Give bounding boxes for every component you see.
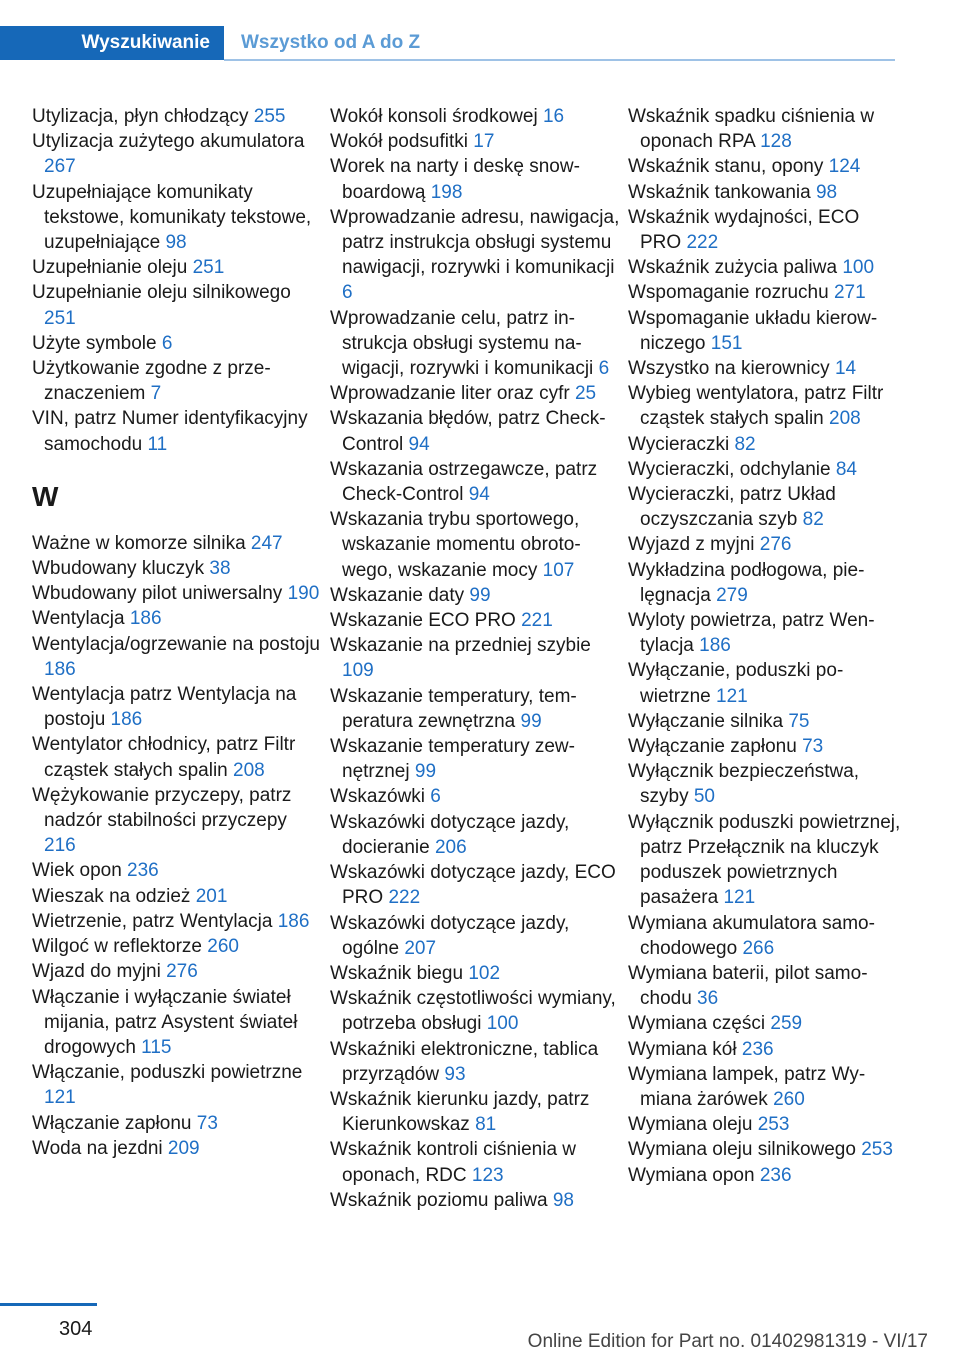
index-entry-text: Użytkowanie zgodne z przeznaczeniem <box>32 358 271 405</box>
index-entry <box>628 205 903 255</box>
index-entry <box>32 331 322 356</box>
index-entry-text: Woda na jezdni <box>32 1137 168 1159</box>
index-entry-text: Wskaźnik tankowania <box>628 181 816 203</box>
index-entry <box>330 961 620 986</box>
page-link[interactable]: 236 <box>741 1038 774 1060</box>
page-link[interactable]: 98 <box>552 1189 574 1211</box>
index-entry <box>330 205 620 306</box>
index-entry-text: Wymiana opon <box>628 1164 760 1186</box>
page-link[interactable]: 109 <box>342 660 374 682</box>
index-entry <box>330 583 620 608</box>
page-number: 304 <box>59 1318 93 1340</box>
index-entry-text: Wszystko na kierownicy <box>628 358 835 380</box>
index-entry <box>32 531 322 556</box>
page-link[interactable]: 6 <box>342 282 353 304</box>
index-entry-text: Wskazanie temperatury, temperatura zewnętrzna <box>330 685 577 732</box>
index-entry-text: Wprowadzanie celu, patrz instrukcja obsługi systemu nawigacji, rozrywki i komunikacji <box>330 307 599 380</box>
index-entry-text: Wymiana kół <box>628 1038 742 1060</box>
index-entry <box>330 129 620 154</box>
index-entry <box>628 255 903 280</box>
index-entry <box>628 1163 903 1188</box>
index-entry-text: Wjazd do myjni <box>32 961 167 983</box>
index-entry-text: Wskazówki <box>330 786 431 808</box>
tab-a-to-z[interactable]: Wszystko od A do Z <box>241 32 421 53</box>
page-link[interactable]: 259 <box>770 1013 803 1035</box>
index-entry <box>628 961 903 1011</box>
page-link[interactable]: 276 <box>166 961 198 983</box>
index-entry <box>32 581 322 606</box>
index-entry-text: Wokół podsufitki <box>330 131 474 153</box>
page-link[interactable]: 121 <box>716 685 748 707</box>
page-link[interactable]: 100 <box>842 257 875 279</box>
index-entry-text: Wentylacja/ogrzewanie na postoju <box>32 633 320 655</box>
index-entry-text: Wentylacja <box>32 608 130 630</box>
page-link[interactable]: 16 <box>542 106 565 127</box>
index-entry <box>330 684 620 734</box>
index-entry-text: Wspomaganie rozruchu <box>628 282 834 304</box>
page-link[interactable]: 236 <box>759 1164 792 1186</box>
index-entry-text: Worek na narty i deskę snowboardową <box>330 156 580 203</box>
page-link[interactable]: 82 <box>802 509 824 531</box>
page-link[interactable]: 222 <box>686 232 719 254</box>
index-entry <box>330 633 620 683</box>
page-link[interactable]: 121 <box>723 887 756 909</box>
index-entry-text: Wycieraczki <box>628 433 735 455</box>
index-entry-text: Wskaźnik biegu <box>330 962 469 984</box>
index-entry-text: Wskaźnik kierunku jazdy, patrz Kierunkowskaz <box>330 1088 590 1136</box>
page-link[interactable]: 99 <box>414 761 437 783</box>
page-link[interactable]: 208 <box>233 759 265 781</box>
index-entry <box>32 1060 322 1110</box>
index-entry <box>32 934 322 959</box>
index-entry-text: Wbudowany pilot uniwersalny <box>32 583 288 605</box>
index-entry <box>32 255 322 280</box>
index-entry-text: Wprowadzanie liter oraz cyfr <box>330 383 575 405</box>
index-entry <box>330 734 620 784</box>
page-link[interactable]: 207 <box>404 937 437 959</box>
index-entry <box>330 1037 620 1087</box>
index-entry <box>32 884 322 909</box>
index-entry-text: Włączanie i wyłączanie świateł mijania, patrz Asystent świateł drogowych <box>32 986 298 1058</box>
page-link[interactable]: 14 <box>834 358 857 380</box>
index-entry <box>628 457 903 482</box>
index-entry <box>628 154 903 179</box>
page-link[interactable]: 121 <box>44 1087 76 1109</box>
page-link[interactable]: 201 <box>195 885 228 907</box>
index-entry <box>32 556 322 581</box>
page-link[interactable]: 186 <box>129 608 162 630</box>
index-entry <box>32 632 322 682</box>
page-link[interactable]: 84 <box>835 458 857 480</box>
index-entry <box>628 1062 903 1112</box>
index-entry <box>628 482 903 532</box>
index-entry-text: Wymiana oleju silnikowego <box>628 1139 862 1161</box>
index-entry-text: Użyte symbole <box>32 332 162 354</box>
index-entry <box>32 858 322 883</box>
index-entry <box>330 306 620 382</box>
index-entry <box>32 682 322 732</box>
page-link[interactable]: 260 <box>773 1088 805 1110</box>
index-entry <box>330 1137 620 1187</box>
page-link[interactable]: 260 <box>207 936 239 958</box>
index-entry-text: Włączanie zapłonu <box>32 1112 197 1134</box>
index-entry-text: Wilgoć w reflektorze <box>32 936 208 958</box>
page-link[interactable]: 267 <box>44 156 76 178</box>
index-entry-text: Wiek opon <box>32 860 128 882</box>
page-link[interactable]: 251 <box>192 257 225 279</box>
page-link[interactable]: 75 <box>788 710 810 732</box>
index-entry-text: Wycieraczki, patrz Układ oczyszczania szyb <box>628 484 836 531</box>
index-entry-text: Wyłącznik bezpieczeństwa, szyby <box>628 761 860 808</box>
index-entry-text: Wietrzenie, patrz Wentylacja <box>32 910 278 932</box>
page-link[interactable]: 73 <box>196 1112 218 1134</box>
page-link[interactable]: 221 <box>521 610 553 632</box>
index-entry-text: Wskaźnik spadku ciśnienia w oponach RPA <box>628 106 875 153</box>
index-entry <box>330 784 620 809</box>
index-entry <box>32 1136 322 1161</box>
index-entry-text: Wymiana baterii, pilot samochodu <box>628 962 868 1010</box>
index-entry <box>628 734 903 759</box>
page-link[interactable]: 198 <box>430 181 463 203</box>
index-entry <box>330 608 620 633</box>
page-link[interactable]: 236 <box>127 860 159 882</box>
index-entry-text: Wokół konsoli środkowej <box>330 106 543 127</box>
index-entry <box>32 104 322 129</box>
index-entry-text: Wprowadzanie adresu, nawigacja, patrz instrukcja obsługi systemu nawigacji, rozrywki i komunikacji <box>330 206 620 279</box>
index-entry-text: Wymiana oleju <box>628 1114 758 1136</box>
index-entry-text: Wyjazd z myjni <box>628 534 760 556</box>
index-entry-text: Wskazanie ECO PRO <box>330 610 522 632</box>
index-entry <box>628 658 903 708</box>
index-column-3 <box>628 104 903 1188</box>
page-link[interactable]: 186 <box>110 709 143 731</box>
index-entry <box>32 909 322 934</box>
index-entry <box>628 532 903 557</box>
index-entry-text: Wymiana części <box>628 1013 771 1035</box>
index-entry-text: Wskaźnik stanu, opony <box>628 156 829 178</box>
index-entry-text: Wskazówki dotyczące jazdy, ogólne <box>330 912 570 959</box>
index-entry <box>32 783 322 859</box>
index-entry-text: Wężykowanie przyczepy, patrz nadzór stabilności przyczepy <box>32 784 292 832</box>
index-entry <box>330 1188 620 1213</box>
page-link[interactable]: 115 <box>141 1036 172 1058</box>
index-entry-text: Wskazania trybu sportowego, wskazanie momentu obrotowego, wskazanie mocy <box>330 509 581 581</box>
page-link[interactable]: 276 <box>759 534 792 556</box>
page-link[interactable]: 98 <box>815 181 838 203</box>
index-entry <box>628 1112 903 1137</box>
page-link[interactable]: 206 <box>434 836 467 858</box>
index-entry <box>330 154 620 204</box>
index-entry-text: Wspomaganie układu kierowniczego <box>628 307 878 354</box>
index-entry-text: Wyłączanie, poduszki powietrzne <box>628 660 844 707</box>
page-link[interactable]: 247 <box>250 532 283 554</box>
footer-accent-line <box>0 1303 97 1306</box>
index-entry-text: Wentylacja patrz Wentylacja na postoju <box>32 684 297 731</box>
page-link[interactable]: 102 <box>468 962 501 984</box>
index-entry <box>32 959 322 984</box>
tab-search[interactable]: Wyszukiwanie <box>0 26 224 60</box>
page-link[interactable]: 82 <box>734 433 756 455</box>
page-link[interactable]: 186 <box>277 910 310 932</box>
page-link[interactable]: 186 <box>44 658 76 680</box>
index-entry <box>628 558 903 608</box>
index-entry <box>32 732 322 782</box>
index-entry-text: Wbudowany kluczyk <box>32 558 210 580</box>
index-entry-text: Uzupełniające komunikaty tekstowe, komunikaty tekstowe, uzupełniające <box>32 181 312 254</box>
page-link[interactable]: 93 <box>444 1063 466 1085</box>
index-entry <box>628 759 903 809</box>
page-link[interactable]: 266 <box>742 937 775 959</box>
page-link[interactable]: 50 <box>693 786 715 808</box>
index-entry-text: Wskazanie daty <box>330 584 470 606</box>
index-entry <box>628 911 903 961</box>
index-entry <box>628 381 903 431</box>
page-link[interactable]: 186 <box>699 635 731 657</box>
page-link[interactable]: 73 <box>802 736 824 758</box>
page-link[interactable]: 271 <box>833 282 866 304</box>
page-link[interactable]: 6 <box>161 332 173 354</box>
page-link[interactable]: 6 <box>598 358 610 380</box>
index-entry-text: Wskaźnik zużycia paliwa <box>628 257 843 279</box>
index-entry <box>628 306 903 356</box>
index-entry-text: Utylizacja, płyn chłodzący <box>32 106 254 127</box>
page-link[interactable]: 253 <box>757 1114 790 1136</box>
page-link[interactable]: 17 <box>473 131 495 153</box>
index-entry-text: Wskaźnik częstotliwości wymiany, potrzeba obsługi <box>330 988 616 1035</box>
page-link[interactable]: 38 <box>209 558 231 580</box>
index-entry-text: Wskaźnik kontroli ciśnienia w oponach, RDC <box>330 1139 577 1186</box>
page-link[interactable]: 99 <box>520 710 542 732</box>
index-entry-text: Uzupełnianie oleju silnikowego <box>32 282 291 304</box>
page-link[interactable]: 25 <box>574 383 597 405</box>
index-entry-text: Wyłączanie silnika <box>628 710 789 732</box>
page-link[interactable]: 209 <box>167 1137 200 1159</box>
index-entry-text: Wskaźnik poziomu paliwa <box>330 1189 553 1211</box>
edition-note: Online Edition for Part no. 01402981319 - VI/17 <box>527 1331 928 1352</box>
page-link[interactable]: 36 <box>697 988 719 1010</box>
index-entry <box>628 709 903 734</box>
page-link[interactable]: 124 <box>828 156 861 178</box>
page-link[interactable]: 81 <box>475 1114 497 1136</box>
index-entry-text: Wycieraczki, odchylanie <box>628 458 836 480</box>
index-entry-text: Wskazanie temperatury zewnętrznej <box>330 736 575 783</box>
page-link[interactable]: 253 <box>861 1139 893 1161</box>
index-entry <box>628 1011 903 1036</box>
index-entry <box>628 432 903 457</box>
index-entry <box>628 180 903 205</box>
header-tabs <box>0 26 895 62</box>
index-entry <box>330 381 620 406</box>
index-entry <box>330 406 620 456</box>
index-entry-text: VIN, patrz Numer identyfikacyjny samochodu <box>32 408 308 455</box>
index-entry-text: Wentylator chłodnicy, patrz Filtr cząstek stałych spalin <box>32 734 296 781</box>
page-link[interactable]: 123 <box>471 1164 504 1186</box>
index-entry <box>628 810 903 911</box>
index-entry <box>628 104 903 154</box>
index-entry <box>330 457 620 507</box>
index-entry-text: Ważne w komorze silnika <box>32 532 251 554</box>
index-entry-text: Wskazówki dotyczące jazdy, docieranie <box>330 811 570 858</box>
index-entry-text: Wybieg wentylatora, patrz Filtr cząstek stałych spalin <box>628 383 884 430</box>
index-entry <box>330 104 620 129</box>
index-entry-text: Wyłącznik poduszki powietrznej, patrz Przełącznik na kluczyk poduszek powietrznych pasażera <box>628 811 901 909</box>
page-link[interactable]: 251 <box>44 307 76 329</box>
index-entry <box>32 985 322 1061</box>
index-entry-text: Wieszak na odzież <box>32 885 196 907</box>
page-link[interactable]: 100 <box>486 1013 519 1035</box>
index-entry-text: Wskazania błędów, patrz Check-Control <box>330 408 606 455</box>
index-column-1 <box>32 104 322 1161</box>
index-entry-text: Włączanie, poduszki powietrzne <box>32 1062 303 1084</box>
page-link[interactable]: 190 <box>287 583 320 605</box>
page-link[interactable]: 107 <box>542 559 575 581</box>
index-entry-text: Wymiana lampek, patrz Wymiana żarówek <box>628 1063 866 1110</box>
index-entry <box>628 1037 903 1062</box>
page-link[interactable]: 98 <box>165 232 187 254</box>
page-link[interactable]: 279 <box>716 584 748 606</box>
index-entry-text: Wskazania ostrzegawcze, patrz Check-Control <box>330 458 598 506</box>
index-entry <box>32 356 322 406</box>
index-entry-text: Wskaźniki elektroniczne, tablica przyrządów <box>330 1038 599 1085</box>
index-entry <box>32 406 322 456</box>
page-link[interactable]: 151 <box>710 332 743 354</box>
page-link[interactable]: 99 <box>469 584 491 606</box>
page-link[interactable]: 94 <box>408 433 430 455</box>
index-entry-text: Wymiana akumulatora samochodowego <box>628 912 875 959</box>
index-entry <box>330 860 620 910</box>
index-entry-text: Wyloty powietrza, patrz Wentylacja <box>628 610 875 657</box>
index-entry <box>32 1111 322 1136</box>
page-link[interactable]: 216 <box>44 835 76 857</box>
index-entry <box>628 608 903 658</box>
section-letter: W <box>32 480 59 512</box>
page-link[interactable]: 128 <box>760 131 792 153</box>
page-link[interactable]: 255 <box>253 106 286 127</box>
index-entry-text: Wyłączanie zapłonu <box>628 736 803 758</box>
page-link[interactable]: 6 <box>430 786 441 808</box>
index-entry-text: Wskaźnik wydajności, ECO PRO <box>628 206 860 254</box>
tab-underline <box>224 59 895 61</box>
index-entry-text: Wskazanie na przedniej szybie <box>330 635 591 657</box>
page-link[interactable]: 7 <box>150 383 162 405</box>
index-entry <box>628 356 903 381</box>
index-entry <box>32 606 322 631</box>
index-entry <box>330 507 620 583</box>
index-entry <box>330 1087 620 1137</box>
index-entry <box>330 911 620 961</box>
index-entry <box>32 129 322 179</box>
index-entry-text: Wykładzina podłogowa, pielęgnacja <box>628 559 865 606</box>
page-link[interactable]: 208 <box>829 408 861 430</box>
index-entry-text: Utylizacja zużytego akumulatora <box>32 131 305 153</box>
page-link[interactable]: 222 <box>388 887 421 909</box>
index-entry <box>32 180 322 256</box>
index-entry <box>330 810 620 860</box>
page-link[interactable]: 94 <box>468 484 490 506</box>
index-entry-text: Uzupełnianie oleju <box>32 257 193 279</box>
index-entry <box>628 1137 903 1162</box>
index-entry <box>628 280 903 305</box>
index-entry <box>330 986 620 1036</box>
page-link[interactable]: 11 <box>147 433 168 455</box>
index-column-2 <box>330 104 620 1213</box>
index-entry <box>32 280 322 330</box>
index-entry-text: Wskazówki dotyczące jazdy, ECO PRO <box>330 862 616 909</box>
